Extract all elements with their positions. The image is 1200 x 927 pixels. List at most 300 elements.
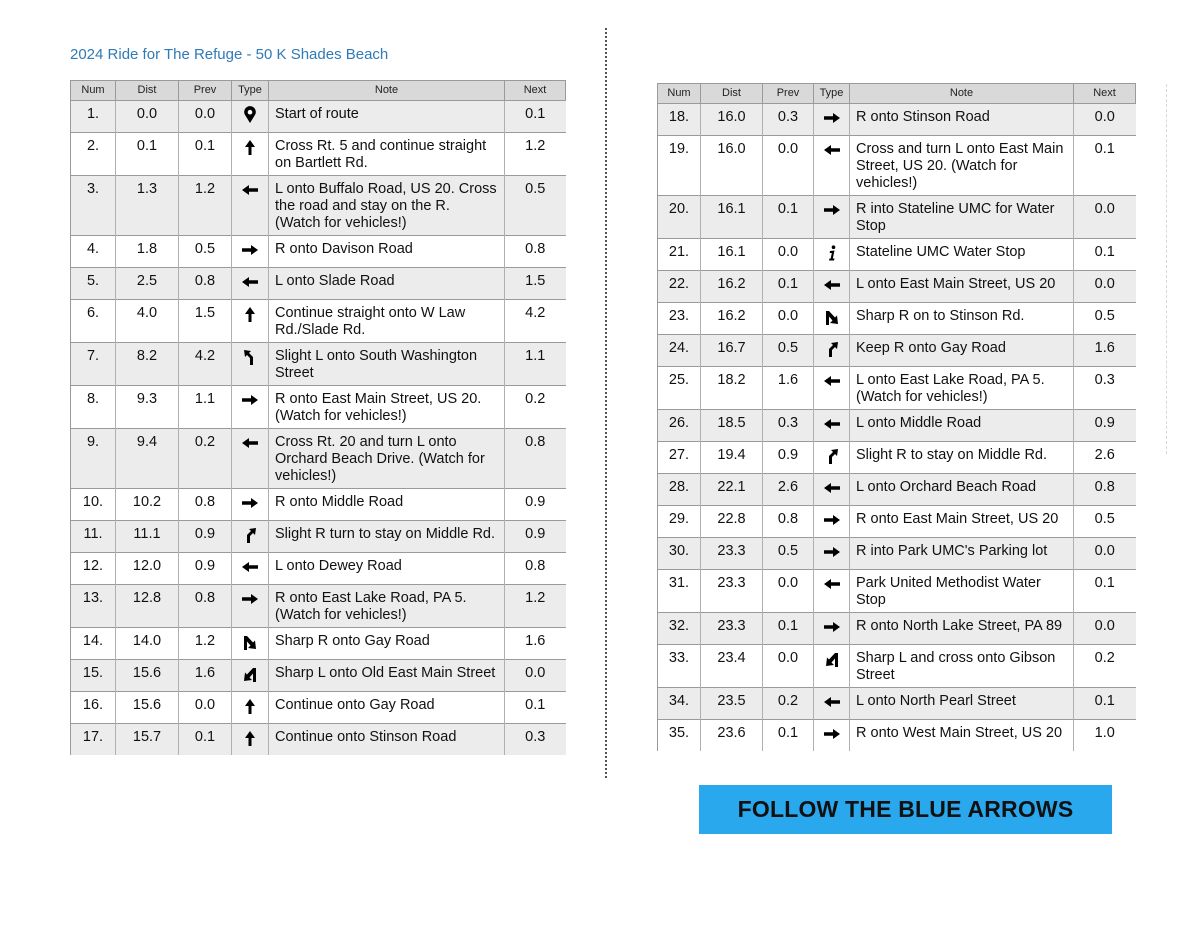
cue-type: [232, 521, 269, 553]
cue-prev: 0.8: [179, 268, 232, 300]
cue-num: 3.: [71, 176, 116, 236]
table-header-row: [71, 81, 566, 101]
cue-prev: 1.1: [179, 386, 232, 429]
cue-prev: 0.8: [763, 506, 814, 538]
left-arrow-icon: [241, 187, 259, 203]
table-row: [71, 386, 566, 429]
table-row: [658, 613, 1136, 645]
cue-type: [814, 303, 850, 335]
header-num: Num: [658, 84, 701, 104]
cue-next: 0.5: [505, 176, 566, 236]
cue-type: [232, 724, 269, 756]
cue-num: 31.: [658, 570, 701, 613]
cue-next: 0.1: [1074, 239, 1136, 271]
cue-dist: 23.5: [701, 688, 763, 720]
cue-num: 2.: [71, 133, 116, 176]
left-arrow-icon: [823, 147, 841, 163]
cue-prev: 0.0: [763, 570, 814, 613]
cue-note: L onto Buffalo Road, US 20. Cross the road and stay on the R. (Watch for vehicles!): [269, 176, 505, 236]
cue-num: 29.: [658, 506, 701, 538]
cue-note: Continue straight onto W Law Rd./Slade Rd.: [269, 300, 505, 343]
table-row: [71, 489, 566, 521]
table-row: [71, 176, 566, 236]
cue-prev: 0.9: [763, 442, 814, 474]
cue-dist: 19.4: [701, 442, 763, 474]
right-arrow-icon: [823, 549, 841, 565]
straight-arrow-icon: [241, 144, 259, 160]
cue-next: 0.8: [505, 236, 566, 268]
cue-note: Sharp R on to Stinson Rd.: [850, 303, 1074, 335]
slight-left-arrow-icon: [241, 354, 259, 370]
cue-prev: 0.0: [179, 692, 232, 724]
cue-dist: 12.8: [116, 585, 179, 628]
cue-note: R onto North Lake Street, PA 89: [850, 613, 1074, 645]
cue-next: 0.3: [1074, 367, 1136, 410]
header-prev: Prev: [763, 84, 814, 104]
table-row: [658, 367, 1136, 410]
header-next: Next: [505, 81, 566, 101]
cue-prev: 0.1: [179, 724, 232, 756]
cue-next: 0.5: [1074, 303, 1136, 335]
cue-dist: 0.0: [116, 101, 179, 133]
cue-note: R onto Davison Road: [269, 236, 505, 268]
cue-type: [232, 692, 269, 724]
cue-dist: 22.8: [701, 506, 763, 538]
cue-num: 24.: [658, 335, 701, 367]
cue-note: Slight L onto South Washington Street: [269, 343, 505, 386]
cue-prev: 0.5: [179, 236, 232, 268]
slight-right-arrow-icon: [823, 346, 841, 362]
page-edge-divider: [1166, 84, 1167, 454]
cue-note: L onto Slade Road: [269, 268, 505, 300]
cue-prev: 0.3: [763, 104, 814, 136]
cue-num: 6.: [71, 300, 116, 343]
table-row: [71, 236, 566, 268]
left-arrow-icon: [823, 282, 841, 298]
right-arrow-icon: [241, 500, 259, 516]
cue-note: Slight R to stay on Middle Rd.: [850, 442, 1074, 474]
table-row: [658, 645, 1136, 688]
cue-num: 34.: [658, 688, 701, 720]
cue-type: [814, 367, 850, 410]
cue-num: 33.: [658, 645, 701, 688]
cue-prev: 0.0: [763, 303, 814, 335]
right-arrow-icon: [241, 247, 259, 263]
table-row: [71, 724, 566, 756]
header-num: Num: [71, 81, 116, 101]
cue-dist: 16.0: [701, 136, 763, 196]
cue-note: Continue onto Stinson Road: [269, 724, 505, 756]
cue-prev: 0.1: [179, 133, 232, 176]
cue-prev: 0.9: [179, 553, 232, 585]
cue-type: [814, 136, 850, 196]
cue-prev: 0.1: [763, 196, 814, 239]
cue-dist: 11.1: [116, 521, 179, 553]
cue-dist: 16.2: [701, 303, 763, 335]
cue-prev: 0.8: [179, 585, 232, 628]
table-row: [658, 688, 1136, 720]
cue-dist: 16.7: [701, 335, 763, 367]
cue-next: 0.1: [1074, 570, 1136, 613]
table-row: [658, 104, 1136, 136]
cue-type: [814, 196, 850, 239]
cue-num: 27.: [658, 442, 701, 474]
cue-num: 22.: [658, 271, 701, 303]
table-row: [658, 538, 1136, 570]
sharp-left-arrow-icon: [241, 671, 259, 687]
table-row: [658, 335, 1136, 367]
table-header-row: [658, 84, 1136, 104]
table-row: [71, 585, 566, 628]
cue-type: [232, 585, 269, 628]
cue-dist: 16.1: [701, 196, 763, 239]
cue-next: 4.2: [505, 300, 566, 343]
cue-dist: 1.8: [116, 236, 179, 268]
cue-type: [814, 645, 850, 688]
cue-note: R onto West Main Street, US 20: [850, 720, 1074, 752]
header-note: Note: [850, 84, 1074, 104]
slight-right-arrow-icon: [823, 453, 841, 469]
cue-prev: 0.2: [179, 429, 232, 489]
cue-prev: 1.5: [179, 300, 232, 343]
cue-next: 0.8: [505, 553, 566, 585]
cue-prev: 4.2: [179, 343, 232, 386]
cue-dist: 15.7: [116, 724, 179, 756]
table-row: [658, 410, 1136, 442]
header-note: Note: [269, 81, 505, 101]
cue-next: 1.2: [505, 585, 566, 628]
cue-num: 13.: [71, 585, 116, 628]
cue-num: 14.: [71, 628, 116, 660]
cue-next: 0.1: [1074, 688, 1136, 720]
cue-type: [814, 688, 850, 720]
cue-prev: 0.0: [763, 645, 814, 688]
cue-note: Continue onto Gay Road: [269, 692, 505, 724]
cue-num: 23.: [658, 303, 701, 335]
cue-prev: 2.6: [763, 474, 814, 506]
cue-note: Cross and turn L onto East Main Street, US 20. (Watch for vehicles!): [850, 136, 1074, 196]
right-arrow-icon: [823, 207, 841, 223]
cue-dist: 16.0: [701, 104, 763, 136]
cue-next: 1.1: [505, 343, 566, 386]
table-row: [71, 521, 566, 553]
cue-next: 0.9: [505, 521, 566, 553]
cue-next: 0.5: [1074, 506, 1136, 538]
cue-next: 1.5: [505, 268, 566, 300]
cue-note: R into Stateline UMC for Water Stop: [850, 196, 1074, 239]
info-icon: [823, 250, 841, 266]
cue-prev: 0.3: [763, 410, 814, 442]
cue-num: 17.: [71, 724, 116, 756]
cue-dist: 22.1: [701, 474, 763, 506]
header-dist: Dist: [701, 84, 763, 104]
cue-note: Cross Rt. 5 and continue straight on Bartlett Rd.: [269, 133, 505, 176]
cue-note: Stateline UMC Water Stop: [850, 239, 1074, 271]
cue-note: L onto Orchard Beach Road: [850, 474, 1074, 506]
cue-next: 0.0: [1074, 196, 1136, 239]
cue-next: 1.6: [505, 628, 566, 660]
cue-note: L onto East Main Street, US 20: [850, 271, 1074, 303]
left-arrow-icon: [241, 279, 259, 295]
cue-note: Start of route: [269, 101, 505, 133]
cue-prev: 0.0: [179, 101, 232, 133]
cue-type: [814, 613, 850, 645]
cue-next: 2.6: [1074, 442, 1136, 474]
table-row: [658, 196, 1136, 239]
right-arrow-icon: [823, 115, 841, 131]
cue-type: [232, 660, 269, 692]
table-row: [71, 300, 566, 343]
cue-num: 8.: [71, 386, 116, 429]
column-divider: [605, 28, 607, 778]
cue-note: R into Park UMC's Parking lot: [850, 538, 1074, 570]
cue-note: R onto East Lake Road, PA 5. (Watch for vehicles!): [269, 585, 505, 628]
cue-note: L onto Middle Road: [850, 410, 1074, 442]
page-title: 2024 Ride for The Refuge - 50 K Shades Beach: [70, 46, 389, 63]
cue-prev: 1.6: [179, 660, 232, 692]
cue-dist: 23.3: [701, 570, 763, 613]
cue-num: 26.: [658, 410, 701, 442]
cue-num: 10.: [71, 489, 116, 521]
straight-arrow-icon: [241, 311, 259, 327]
cue-next: 0.2: [505, 386, 566, 429]
table-row: [658, 474, 1136, 506]
cue-next: 0.0: [1074, 104, 1136, 136]
cue-type: [814, 442, 850, 474]
cue-type: [814, 239, 850, 271]
cue-next: 1.0: [1074, 720, 1136, 752]
cue-rows-left: [71, 101, 566, 756]
cue-rows-right: [658, 104, 1136, 752]
cue-num: 15.: [71, 660, 116, 692]
cue-next: 0.0: [1074, 271, 1136, 303]
cue-next: 0.0: [1074, 613, 1136, 645]
cue-num: 1.: [71, 101, 116, 133]
sharp-left-arrow-icon: [823, 656, 841, 672]
cue-note: Park United Methodist Water Stop: [850, 570, 1074, 613]
cue-note: R onto East Main Street, US 20: [850, 506, 1074, 538]
cue-type: [232, 176, 269, 236]
cue-type: [814, 335, 850, 367]
cue-type: [232, 553, 269, 585]
cue-note: Keep R onto Gay Road: [850, 335, 1074, 367]
cue-type: [232, 386, 269, 429]
cue-type: [814, 506, 850, 538]
cue-type: [232, 628, 269, 660]
header-type: Type: [814, 84, 850, 104]
cue-next: 0.3: [505, 724, 566, 756]
cue-note: R onto East Main Street, US 20. (Watch for vehicles!): [269, 386, 505, 429]
cue-next: 0.8: [505, 429, 566, 489]
table-row: [71, 101, 566, 133]
cue-type: [232, 300, 269, 343]
left-arrow-icon: [823, 699, 841, 715]
table-row: [71, 628, 566, 660]
cue-type: [814, 474, 850, 506]
header-prev: Prev: [179, 81, 232, 101]
cue-num: 32.: [658, 613, 701, 645]
cue-num: 20.: [658, 196, 701, 239]
left-arrow-icon: [241, 564, 259, 580]
cue-prev: 0.5: [763, 335, 814, 367]
straight-arrow-icon: [241, 735, 259, 751]
cue-dist: 10.2: [116, 489, 179, 521]
table-row: [658, 136, 1136, 196]
cue-type: [232, 343, 269, 386]
right-arrow-icon: [823, 731, 841, 747]
cue-dist: 15.6: [116, 660, 179, 692]
cue-dist: 23.4: [701, 645, 763, 688]
table-row: [658, 271, 1136, 303]
cue-dist: 23.6: [701, 720, 763, 752]
table-row: [71, 553, 566, 585]
cue-dist: 18.5: [701, 410, 763, 442]
cue-type: [814, 570, 850, 613]
cue-dist: 18.2: [701, 367, 763, 410]
cue-type: [232, 133, 269, 176]
left-arrow-icon: [823, 485, 841, 501]
cue-dist: 9.4: [116, 429, 179, 489]
table-row: [658, 303, 1136, 335]
header-next: Next: [1074, 84, 1136, 104]
cue-next: 0.0: [505, 660, 566, 692]
table-row: [71, 692, 566, 724]
header-dist: Dist: [116, 81, 179, 101]
cue-prev: 0.1: [763, 613, 814, 645]
cue-dist: 14.0: [116, 628, 179, 660]
cue-prev: 0.9: [179, 521, 232, 553]
cue-dist: 15.6: [116, 692, 179, 724]
left-arrow-icon: [823, 581, 841, 597]
cue-num: 35.: [658, 720, 701, 752]
cue-dist: 8.2: [116, 343, 179, 386]
start-pin-icon: [241, 112, 259, 128]
cue-type: [814, 720, 850, 752]
table-row: [658, 720, 1136, 752]
cue-dist: 1.3: [116, 176, 179, 236]
table-row: [658, 442, 1136, 474]
cue-note: Slight R turn to stay on Middle Rd.: [269, 521, 505, 553]
cue-next: 0.1: [1074, 136, 1136, 196]
right-arrow-icon: [241, 397, 259, 413]
left-arrow-icon: [823, 378, 841, 394]
cue-note: Sharp L and cross onto Gibson Street: [850, 645, 1074, 688]
sharp-right-arrow-icon: [823, 314, 841, 330]
cue-dist: 23.3: [701, 613, 763, 645]
cue-type: [232, 101, 269, 133]
table-row: [658, 506, 1136, 538]
table-row: [658, 239, 1136, 271]
cue-prev: 1.2: [179, 628, 232, 660]
cue-next: 0.9: [1074, 410, 1136, 442]
table-row: [71, 429, 566, 489]
cue-num: 7.: [71, 343, 116, 386]
cue-num: 9.: [71, 429, 116, 489]
cue-sheet-table-right: [657, 83, 1136, 751]
cue-prev: 0.2: [763, 688, 814, 720]
cue-type: [814, 104, 850, 136]
cue-type: [814, 410, 850, 442]
cue-dist: 16.2: [701, 271, 763, 303]
cue-prev: 0.1: [763, 271, 814, 303]
cue-note: R onto Middle Road: [269, 489, 505, 521]
cue-next: 0.0: [1074, 538, 1136, 570]
table-row: [71, 133, 566, 176]
cue-next: 1.2: [505, 133, 566, 176]
right-arrow-icon: [823, 517, 841, 533]
cue-note: Sharp L onto Old East Main Street: [269, 660, 505, 692]
cue-next: 1.6: [1074, 335, 1136, 367]
cue-num: 30.: [658, 538, 701, 570]
cue-dist: 16.1: [701, 239, 763, 271]
cue-num: 4.: [71, 236, 116, 268]
cue-prev: 0.0: [763, 239, 814, 271]
cue-num: 18.: [658, 104, 701, 136]
cue-prev: 0.1: [763, 720, 814, 752]
cue-note: L onto North Pearl Street: [850, 688, 1074, 720]
cue-type: [814, 538, 850, 570]
cue-num: 25.: [658, 367, 701, 410]
table-row: [71, 268, 566, 300]
right-arrow-icon: [241, 596, 259, 612]
table-row: [658, 570, 1136, 613]
cue-note: Sharp R onto Gay Road: [269, 628, 505, 660]
cue-dist: 0.1: [116, 133, 179, 176]
cue-next: 0.1: [505, 101, 566, 133]
table-row: [71, 660, 566, 692]
follow-blue-arrows-banner: FOLLOW THE BLUE ARROWS: [699, 785, 1112, 834]
cue-num: 5.: [71, 268, 116, 300]
left-arrow-icon: [241, 440, 259, 456]
right-arrow-icon: [823, 624, 841, 640]
cue-sheet-table-left: [70, 80, 566, 755]
cue-next: 0.8: [1074, 474, 1136, 506]
cue-num: 16.: [71, 692, 116, 724]
straight-arrow-icon: [241, 703, 259, 719]
cue-prev: 1.2: [179, 176, 232, 236]
cue-dist: 23.3: [701, 538, 763, 570]
cue-type: [232, 236, 269, 268]
cue-prev: 0.8: [179, 489, 232, 521]
left-arrow-icon: [823, 421, 841, 437]
cue-note: Cross Rt. 20 and turn L onto Orchard Beach Drive. (Watch for vehicles!): [269, 429, 505, 489]
table-row: [71, 343, 566, 386]
cue-next: 0.9: [505, 489, 566, 521]
cue-num: 11.: [71, 521, 116, 553]
cue-num: 28.: [658, 474, 701, 506]
cue-type: [232, 429, 269, 489]
sharp-right-arrow-icon: [241, 639, 259, 655]
slight-right-arrow-icon: [241, 532, 259, 548]
header-type: Type: [232, 81, 269, 101]
cue-prev: 1.6: [763, 367, 814, 410]
cue-note: R onto Stinson Road: [850, 104, 1074, 136]
cue-type: [814, 271, 850, 303]
cue-dist: 4.0: [116, 300, 179, 343]
cue-num: 21.: [658, 239, 701, 271]
cue-prev: 0.5: [763, 538, 814, 570]
cue-num: 19.: [658, 136, 701, 196]
cue-type: [232, 268, 269, 300]
cue-dist: 12.0: [116, 553, 179, 585]
cue-dist: 2.5: [116, 268, 179, 300]
cue-note: L onto Dewey Road: [269, 553, 505, 585]
cue-num: 12.: [71, 553, 116, 585]
cue-next: 0.1: [505, 692, 566, 724]
cue-note: L onto East Lake Road, PA 5. (Watch for vehicles!): [850, 367, 1074, 410]
cue-type: [232, 489, 269, 521]
cue-next: 0.2: [1074, 645, 1136, 688]
